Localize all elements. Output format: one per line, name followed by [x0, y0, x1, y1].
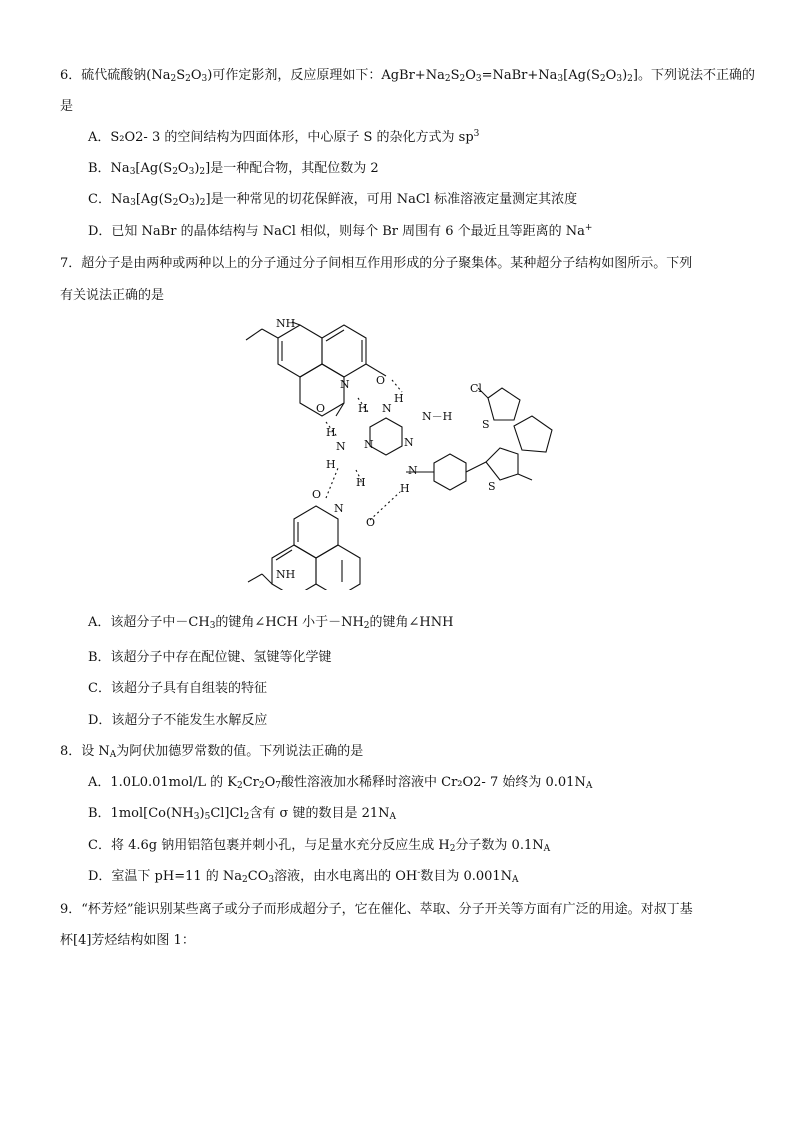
q6-option-d: D．已知 NaBr 的晶体结构与 NaCl 相似，则每个 Br 周围有 6 个最近且等距离的 Na+ — [88, 223, 593, 239]
atom-label-n-triazine-right: N — [404, 436, 414, 449]
q7-option-c: C．该超分子具有自组装的特征 — [88, 681, 267, 696]
thiophene-ring-lower — [486, 448, 518, 480]
atom-label-n-triazine-left: N — [364, 438, 374, 451]
atom-label-n-triazine-top: N — [382, 402, 392, 415]
q6-stem-cont: 是 — [60, 99, 74, 114]
atom-label-o-lower-right: O — [366, 516, 376, 529]
q6-option-a: A．S₂O2- 3 的空间结构为四面体形，中心原子 S 的杂化方式为 $sp^3$ — [88, 129, 480, 145]
q7-option-b: B．该超分子中存在配位键、氢键等化学键 — [88, 650, 332, 665]
q6-stem: 6．硫代硫酸钠$(Na_2S_2O_3)$可作定影剂，反应原理如下：$AgBr+Na_2S_2O_3=NaBr+Na_3[Ag(S_2O_3)_2]$。下列说法不正确的 — [60, 68, 755, 84]
atom-label-n-linker: N — [408, 464, 418, 477]
lower-naphthalimide — [248, 506, 360, 590]
atom-label-h-6: H — [400, 482, 410, 495]
atom-label-h-5: H — [356, 476, 366, 489]
triazine-ring — [370, 418, 402, 455]
phenyl-ring — [434, 454, 466, 490]
q9-stem-cont: 杯[4]芳烃结构如图 1： — [60, 933, 195, 948]
q8-stem: 8．设 $N_A$为阿伏加德罗常数的值。下列说法正确的是 — [60, 744, 364, 760]
atom-label-o-upper-left: O — [316, 402, 326, 415]
atom-label-h-1: H — [394, 392, 404, 405]
atom-label-n-lower: N — [334, 502, 344, 515]
atom-label-o-lower-left: O — [312, 488, 322, 501]
q8-option-d: D．室温下 pH=11 的 $Na_2CO_3$溶液，由水电离出的 OH-数目为 $0.001N_A$ — [88, 868, 519, 885]
thiophene-ring-upper — [488, 388, 520, 420]
q8-option-a: A．1.0L0.01mol/L 的 $K_2Cr_2O_7$酸性溶液加水稀释时溶液中 Cr₂O2- 7 始终为 $0.01N_A$ — [88, 775, 593, 791]
q9-stem: 9．“杯芳烃”能识别某些离子或分子而形成超分子，它在催化、萃取、分子开关等方面有广泛的用途。对叔丁基 — [60, 902, 693, 917]
cyclopentene-ring — [514, 416, 552, 452]
q8-option-c: C．将 4.6g 钠用铝箔包裹并刺小孔，与足量水充分反应生成 $H_2$分子数为 $0.1N_A$ — [88, 838, 551, 854]
atom-label-n-amine: N — [336, 440, 346, 453]
atom-label-cl: Cl — [470, 382, 482, 395]
supramolecule-structure-figure — [240, 308, 570, 590]
q8-option-b: B．$1mol[Co(NH_3)_5Cl]Cl_2$含有 σ 键的数目是 $21N_A$ — [88, 806, 397, 822]
atom-label-nh-upper: NH — [276, 317, 296, 330]
atom-label-s-upper: S — [482, 418, 490, 431]
q6-option-c: C．$Na_3[Ag(S_2O_3)_2]$是一种常见的切花保鲜液，可用 NaCl 标准溶液定量测定其浓度 — [88, 192, 578, 208]
atom-label-h-3: H — [326, 426, 336, 439]
atom-label-n-upper: N — [340, 378, 350, 391]
atom-label-nh-triazine: N－H — [422, 410, 453, 423]
atom-label-h-2: H — [358, 402, 368, 415]
atom-label-s-lower: S — [488, 480, 496, 493]
q7-option-a: A．该超分子中$-CH_3$的键角∠HCH 小于$-NH_2$的键角∠HNH — [88, 615, 454, 631]
q7-stem: 7．超分子是由两种或两种以上的分子通过分子间相互作用形成的分子聚集体。某种超分子结构如图所示。下列 — [60, 256, 693, 271]
q6-option-b: B．$Na_3[Ag(S_2O_3)_2]$是一种配合物，其配位数为 2 — [88, 161, 379, 177]
atom-label-h-4: H — [326, 458, 336, 471]
q7-stem-cont: 有关说法正确的是 — [60, 288, 165, 303]
atom-label-o-upper-right: O — [376, 374, 386, 387]
atom-label-nh-lower: NH — [276, 568, 296, 581]
q7-option-d: D．该超分子不能发生水解反应 — [88, 713, 268, 728]
